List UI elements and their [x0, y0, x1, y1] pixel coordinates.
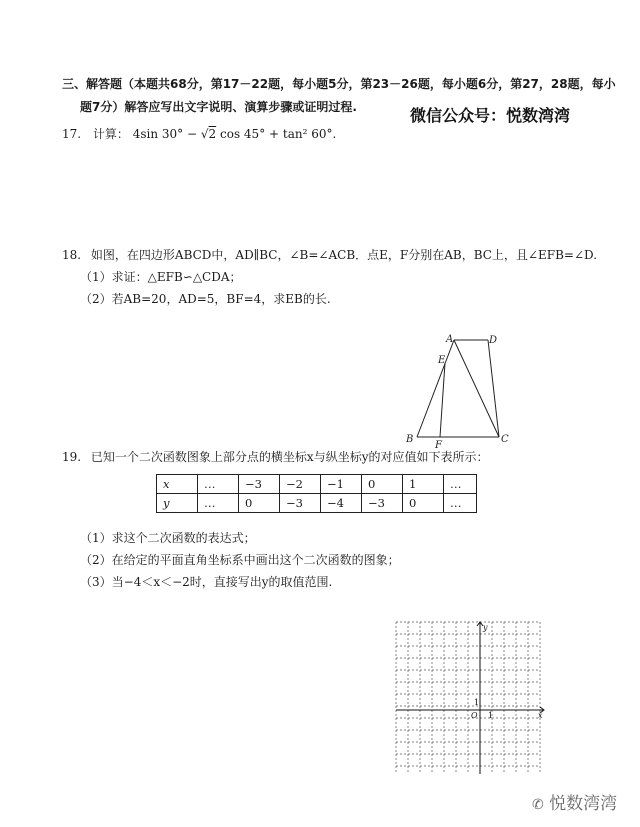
- q18-stem-line: [62, 247, 597, 263]
- table-cell: y: [157, 494, 198, 513]
- q19-part1: （1）求这个二次函数的表达式；: [80, 531, 256, 545]
- label-d: D: [489, 335, 498, 346]
- q17-number: 17.: [62, 127, 82, 141]
- wechat-icon: ✆: [532, 797, 544, 813]
- label-b: B: [406, 434, 414, 445]
- q18-stem: 如图，在四边形ABCD中，AD∥BC，∠B=∠ACB．点E，F分别在AB，BC上，且∠EFB=∠D.: [90, 248, 598, 262]
- segment-ab: [417, 340, 454, 437]
- table-cell: 1: [403, 475, 444, 494]
- table-row: [157, 475, 477, 494]
- table-cell: −3: [280, 494, 321, 513]
- q18-part2: （2）若AB=20，AD=5，BF=4，求EB的长.: [80, 292, 331, 306]
- q17-text-pre: 计算： 4sin 30° −: [92, 127, 201, 141]
- q19-coordinate-grid: [392, 618, 552, 778]
- section-header-line2: 题7分）解答应写出文字说明、演算步骤或证明过程.: [80, 100, 357, 114]
- table-cell: −3: [362, 494, 403, 513]
- q18-number: 18.: [62, 248, 82, 262]
- label-e: E: [438, 355, 446, 366]
- q17-sqrt-icon: √: [200, 127, 209, 141]
- q19-part3: （3）当−4＜x＜−2时，直接写出y的取值范围.: [80, 575, 333, 589]
- table-cell: −4: [321, 494, 362, 513]
- q19-value-table: [156, 474, 477, 513]
- segment-ac: [454, 340, 499, 437]
- table-cell: 0: [239, 494, 280, 513]
- table-cell: −2: [280, 475, 321, 494]
- q17-sqrt-arg: 2: [208, 127, 217, 141]
- table-cell: …: [198, 494, 239, 513]
- watermark-bottom-text: 悦数湾湾: [549, 794, 618, 814]
- q17-text-post: cos 45° + tan² 60°.: [220, 127, 337, 141]
- table-row: [157, 494, 477, 513]
- label-c: C: [501, 434, 509, 445]
- table-cell: …: [198, 475, 239, 494]
- table-cell: −1: [321, 475, 362, 494]
- label-f: F: [435, 440, 442, 450]
- grid-one-x-label: 1: [488, 711, 494, 720]
- watermark-bottom: [532, 789, 617, 814]
- q18-part1: （1）求证：△EFB∽△CDA；: [80, 270, 242, 284]
- segment-dc: [488, 340, 499, 437]
- table-cell: x: [157, 475, 198, 494]
- grid-one-y-label: 1: [474, 698, 480, 707]
- q18-trapezoid-figure: [400, 330, 525, 450]
- q19-part2: （2）在给定的平面直角坐标系中画出这个二次函数的图象；: [80, 553, 400, 567]
- table-cell: 0: [362, 475, 403, 494]
- watermark-wechat: 微信公众号：悦数湾湾: [410, 106, 571, 125]
- grid-y-label: y: [483, 623, 488, 632]
- q17: [62, 126, 336, 142]
- grid-x-label: x: [538, 711, 543, 720]
- section-header-line1: 三、解答题（本题共68分，第17－22题，每小题5分，第23－26题，每小题6分，第27，28题，每小: [62, 77, 616, 91]
- q19-stem-line: [62, 449, 488, 465]
- table-cell: 0: [403, 494, 444, 513]
- table-cell: −3: [239, 475, 280, 494]
- q19-number: 19.: [62, 450, 82, 464]
- grid-origin-label: O: [471, 711, 478, 720]
- label-a: A: [446, 334, 454, 345]
- table-cell: …: [444, 475, 477, 494]
- q19-stem: 已知一个二次函数图象上部分点的横坐标x与纵坐标y的对应值如下表所示：: [90, 450, 489, 464]
- table-cell: …: [444, 494, 477, 513]
